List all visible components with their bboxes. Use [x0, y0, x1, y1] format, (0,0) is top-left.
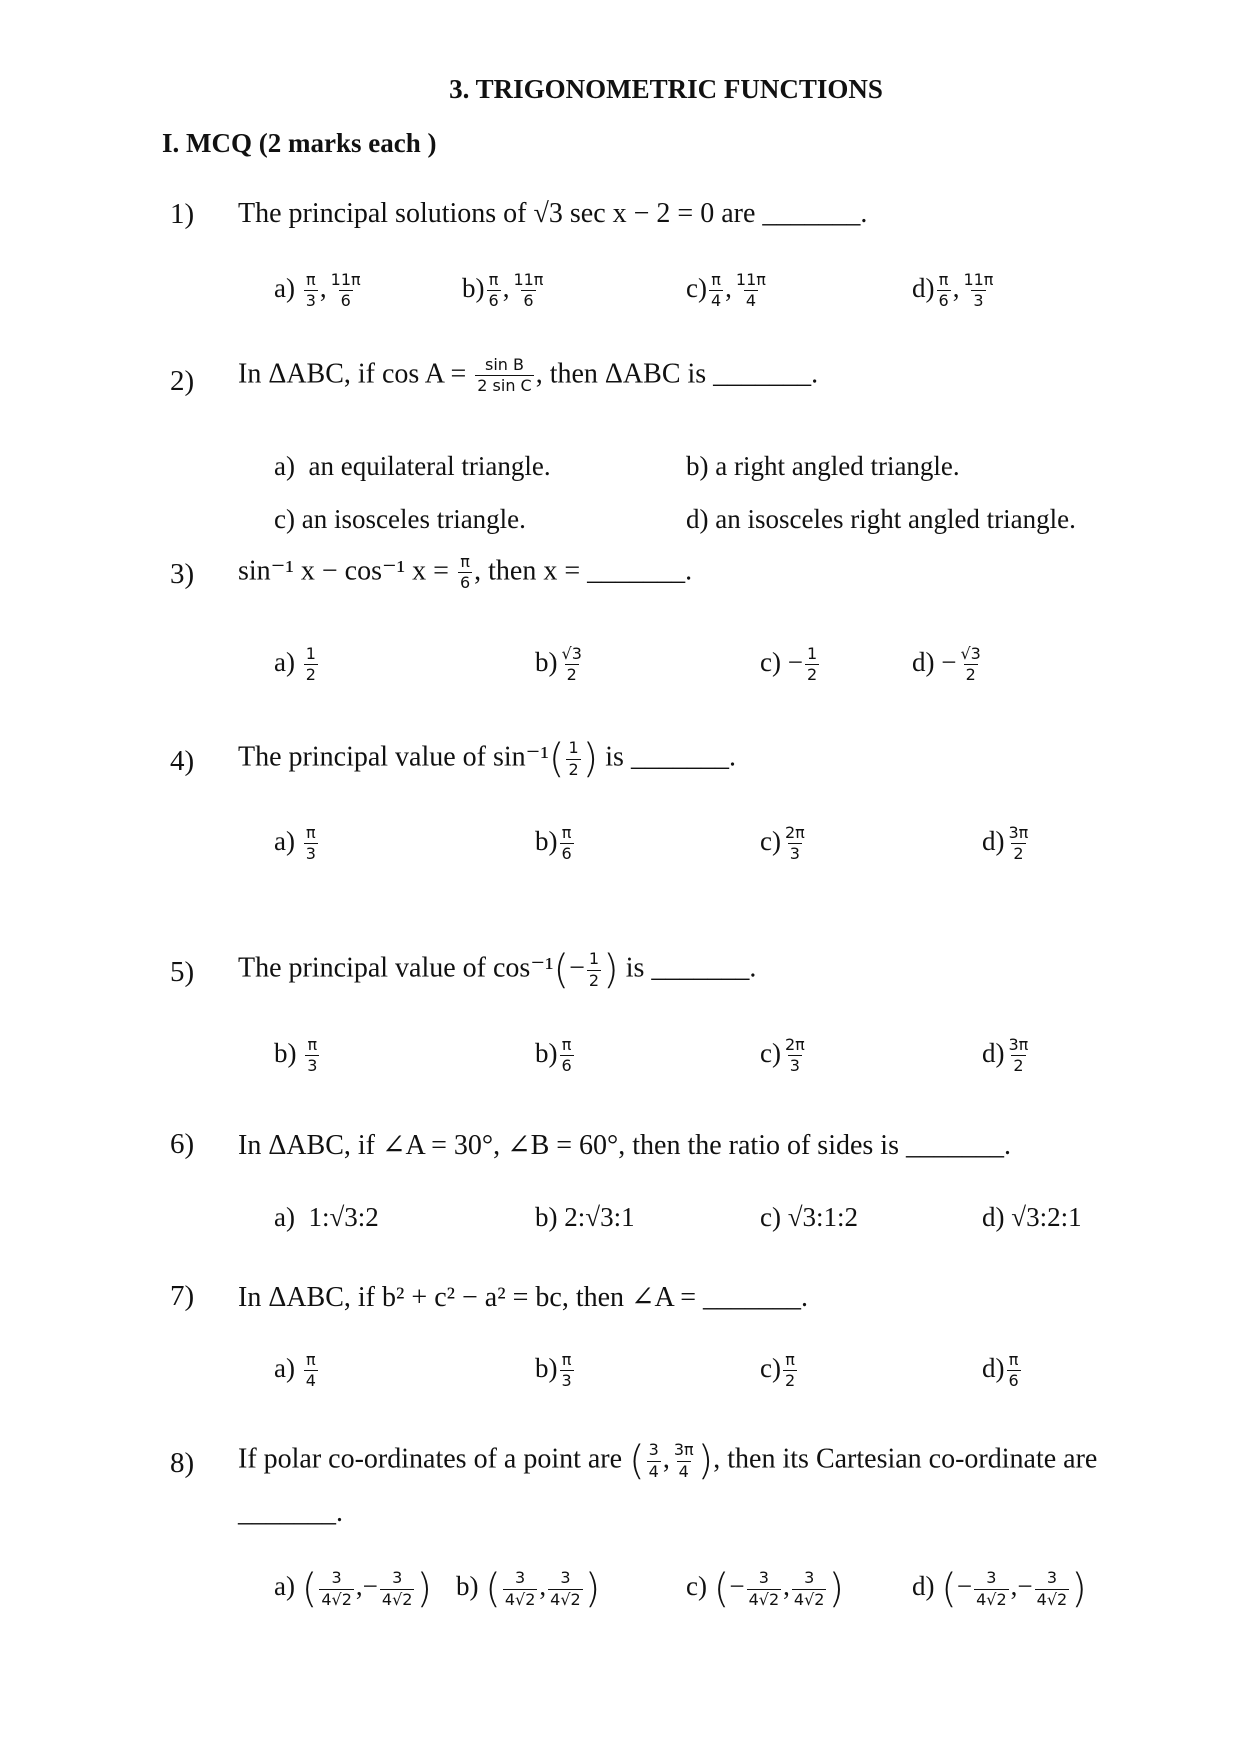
- option-c[interactable]: c) $\frac{\pi}{2}$: [760, 1350, 796, 1391]
- option-d[interactable]: d) $\frac{3\pi}{2}$: [982, 1035, 1029, 1076]
- option-b[interactable]: b) $\frac{\pi}{3}$: [535, 1350, 572, 1391]
- option-b[interactable]: b) $\frac{\pi}{6}$: [535, 823, 572, 864]
- question-number: 2): [170, 365, 195, 397]
- question-number: 6): [170, 1128, 195, 1160]
- option-d[interactable]: d) $\frac{\pi}{6}$ , $\frac{11\pi}{3}$: [912, 270, 994, 311]
- option-a[interactable]: a) $\frac{\pi}{3}$ , $\frac{11\pi}{6}$: [274, 270, 361, 311]
- page-title: 3. TRIGONOMETRIC FUNCTIONS: [449, 74, 883, 104]
- question-number: 8): [170, 1447, 195, 1479]
- option-b[interactable]: b) a right angled triangle.: [686, 451, 960, 481]
- question-text: The principal solutions of √3 sec x − 2 = 0 are _______.: [238, 198, 868, 229]
- option-b[interactable]: b) $\frac{\pi}{6}$ , $\frac{11\pi}{6}$: [462, 270, 544, 311]
- option-a[interactable]: a) $\frac{1}{2}$: [274, 644, 316, 685]
- question-number: 3): [170, 558, 195, 590]
- option-d[interactable]: d) an isosceles right angled triangle.: [686, 504, 1076, 534]
- question-number: 1): [170, 198, 195, 230]
- option-d[interactable]: d) − $\frac{√3}{2}$: [912, 644, 981, 685]
- question-number: 4): [170, 745, 195, 777]
- question-number: 5): [170, 956, 195, 988]
- question-text: In ΔABC, if b² + c² − a² = bc, then ∠A = _______.: [238, 1282, 808, 1313]
- question-expression: √3 sec x − 2 = 0: [533, 198, 715, 229]
- question-text: The principal value of sin⁻¹( $\frac{1}{2}$ ) is _______.: [238, 736, 736, 782]
- question-text: In ΔABC, if ∠A = 30°, ∠B = 60°, then the ratio of sides is _______.: [238, 1130, 1011, 1161]
- option-c[interactable]: c) (− $\frac{3}{4√2}$ , $\frac{3}{4√2}$ ): [686, 1566, 845, 1612]
- option-d[interactable]: d) $\frac{3\pi}{2}$: [982, 823, 1029, 864]
- option-a[interactable]: a) $\frac{\pi}{3}$: [274, 823, 316, 864]
- option-c[interactable]: c) $\frac{2\pi}{3}$: [760, 1035, 805, 1076]
- option-a[interactable]: a) 1:√3:2: [274, 1202, 379, 1232]
- option-b[interactable]: b) ( $\frac{3}{4√2}$ , $\frac{3}{4√2}$ ): [456, 1566, 601, 1612]
- option-b[interactable]: b) $\frac{\pi}{6}$: [535, 1035, 572, 1076]
- question-number: 7): [170, 1280, 195, 1312]
- option-a[interactable]: b) $\frac{\pi}{3}$: [274, 1035, 318, 1076]
- question-text: sin⁻¹ x − cos⁻¹ x = $\frac{\pi}{6}$ , then x = _______.: [238, 552, 693, 593]
- option-a[interactable]: a) an equilateral triangle.: [274, 451, 551, 481]
- question-text: The principal value of cos⁻¹(− $\frac{1}{2}$ ) is _______.: [238, 947, 757, 993]
- option-c[interactable]: c) $\frac{\pi}{4}$ , $\frac{11\pi}{4}$: [686, 270, 766, 311]
- question-text: If polar co-ordinates of a point are ( $\frac{3}{4}$ , $\frac{3\pi}{4}$ ), then its Cartesian co-ordinate are: [238, 1438, 1098, 1484]
- option-b[interactable]: b) 2:√3:1: [535, 1202, 635, 1232]
- option-d[interactable]: d) $\frac{\pi}{6}$: [982, 1350, 1019, 1391]
- question-text-continued: _______.: [238, 1497, 343, 1528]
- option-c[interactable]: c) $\frac{2\pi}{3}$: [760, 823, 805, 864]
- option-c[interactable]: c) − $\frac{1}{2}$: [760, 644, 818, 685]
- option-a[interactable]: a) $\frac{\pi}{4}$: [274, 1350, 316, 1391]
- option-c[interactable]: c) √3:1:2: [760, 1202, 859, 1232]
- option-b[interactable]: b) $\frac{√3}{2}$: [535, 644, 582, 685]
- section-heading: I. MCQ (2 marks each ): [162, 128, 437, 158]
- option-a[interactable]: a) ( $\frac{3}{4√2}$ ,− $\frac{3}{4√2}$ ): [274, 1566, 433, 1612]
- question-text: In ΔABC, if cos A = $\frac{\text{sin B}}{\text{2 sin C}}$ , then ΔABC is _______.: [238, 355, 819, 396]
- option-d[interactable]: d) √3:2:1: [982, 1202, 1082, 1232]
- option-d[interactable]: d) (− $\frac{3}{4√2}$ ,− $\frac{3}{4√2}$ ): [912, 1566, 1087, 1612]
- option-c[interactable]: c) an isosceles triangle.: [274, 504, 526, 534]
